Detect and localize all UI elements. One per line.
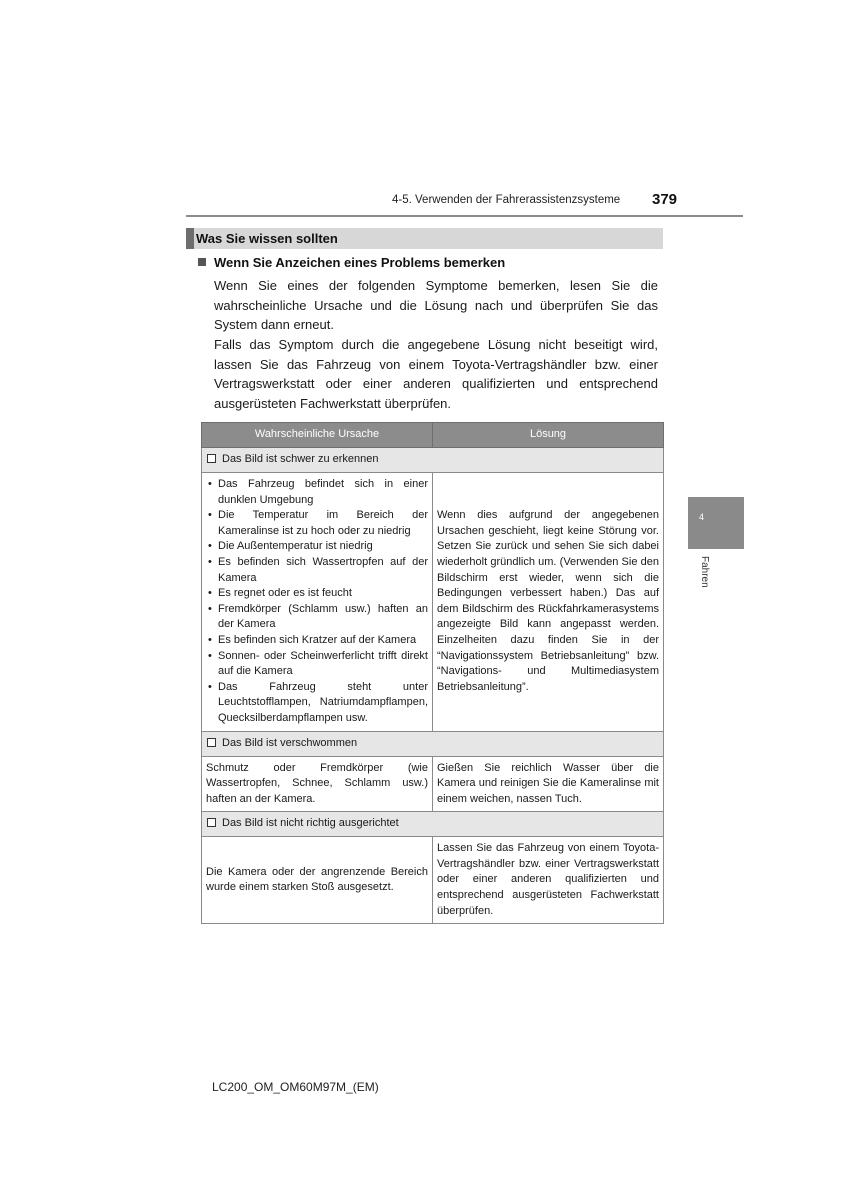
page-number: 379 — [652, 191, 678, 208]
table-header-row — [202, 423, 664, 448]
cause-list — [206, 477, 428, 727]
solution-cell: Lassen Sie das Fahrzeug von einem Toyota-Vertragshändler bzw. einer Vertragswerkstatt oder einer anderen qualifizierten und entsprechend ausgerüsteten Fachwerkstatt überprüfen. — [433, 837, 664, 924]
symptom-row — [202, 731, 664, 756]
square-bullet-icon — [198, 258, 206, 266]
symptom-cell — [202, 812, 664, 837]
cause-item: • Das Fahrzeug steht unter Leuchtstofflampen, Natriumdampflampen, Quecksilberdampflampen usw. — [206, 680, 428, 727]
document-code: LC200_OM_OM60M97M_(EM) — [212, 1080, 379, 1094]
cause-cell — [202, 473, 433, 732]
cause-cell: Schmutz oder Fremdkörper (wie Wassertropfen, Schnee, Schlamm usw.) haften an der Kamera. — [202, 756, 433, 812]
solution-cell: Gießen Sie reichlich Wasser über die Kamera und reinigen Sie die Kameralinse mit einem weichen, nassen Tuch. — [433, 756, 664, 812]
cause-cell: Die Kamera oder der angrenzende Bereich wurde einem starken Stoß ausgesetzt. — [202, 837, 433, 924]
cause-item: • Das Fahrzeug befindet sich in einer dunklen Umgebung — [206, 477, 428, 508]
followup-paragraph: Falls das Symptom durch die angegebene Lösung nicht beseitigt wird, lassen Sie das Fahrzeug von einem Toyota-Vertragshändler bzw. einer Vertragswerkstatt oder einer anderen qualifizierten und entsprechend ausgerüsteten Fachwerkstatt überprüfen. — [214, 337, 658, 411]
cause-item: • Sonnen- oder Scheinwerferlicht trifft direkt auf die Kamera — [206, 649, 428, 680]
section-title: Was Sie wissen sollten — [196, 231, 338, 246]
column-header-cause: Wahrscheinliche Ursache — [202, 423, 433, 448]
checkbox-icon — [207, 818, 216, 827]
checkbox-icon — [207, 454, 216, 463]
subheading-text: Wenn Sie Anzeichen eines Problems bemerken — [214, 255, 506, 270]
chapter-label: Fahren — [699, 556, 710, 588]
checkbox-icon — [207, 738, 216, 747]
symptom-cell — [202, 731, 664, 756]
symptom-cell — [202, 448, 664, 473]
cause-item: • Die Temperatur im Bereich der Kameralinse ist zu hoch oder zu niedrig — [206, 508, 428, 539]
intro-paragraph: Wenn Sie eines der folgenden Symptome bemerken, lesen Sie die wahrscheinliche Ursache und die Lösung nach und überprüfen Sie das System dann erneut. — [214, 278, 658, 332]
troubleshooting-table — [201, 422, 664, 924]
table-row — [202, 756, 664, 812]
symptom-row — [202, 812, 664, 837]
solution-cell: Wenn dies aufgrund der angegebenen Ursachen geschieht, liegt keine Störung vor. Setzen Sie zurück und sehen Sie sich dabei wiederholt gründlich um. (Verwenden Sie den Bildschirm erst wieder, wenn sich die Bedingungen verbessert haben.) Das auf dem Bildschirm des Rückfahrkamerasystems angezeigte Bild kann angepasst werden. Einzelheiten dazu finden Sie in der “Navigationssystem Betriebsanleitung” bzw. “Navigations- und Multimediasystem Betriebsanleitung”. — [433, 473, 664, 732]
column-header-solution: Lösung — [433, 423, 664, 448]
cause-item: • Die Außentemperatur ist niedrig — [206, 539, 428, 555]
header-divider — [186, 215, 743, 217]
subheading — [198, 255, 505, 270]
cause-item: • Es befinden sich Kratzer auf der Kamera — [206, 633, 428, 649]
cause-item: • Es befinden sich Wassertropfen auf der Kamera — [206, 555, 428, 586]
cause-item: • Fremdkörper (Schlamm usw.) haften an der Kamera — [206, 602, 428, 633]
chapter-number: 4 — [699, 512, 705, 522]
table-row — [202, 837, 664, 924]
chapter-tab — [688, 497, 744, 549]
cause-item: • Es regnet oder es ist feucht — [206, 586, 428, 602]
symptom-text: Das Bild ist verschwommen — [222, 736, 358, 749]
symptom-text: Das Bild ist schwer zu erkennen — [222, 453, 379, 466]
table-row — [202, 473, 664, 732]
symptom-text: Das Bild ist nicht richtig ausgerichtet — [222, 817, 399, 830]
symptom-row — [202, 448, 664, 473]
running-header-section: 4-5. Verwenden der Fahrerassistenzsysteme — [392, 194, 621, 206]
